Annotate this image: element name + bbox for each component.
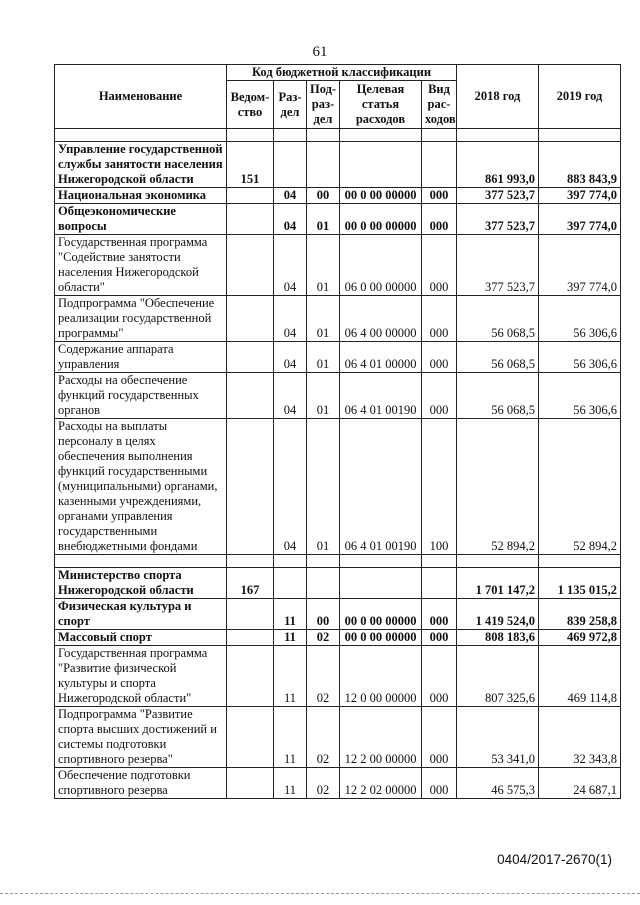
table-row [55, 188, 621, 204]
table-row [55, 342, 621, 373]
cell-name: Общеэкономические вопросы [55, 204, 227, 235]
cell-2018: 46 575,3 [457, 768, 539, 799]
cell-celevaya-statya: 00 0 00 00000 [340, 599, 422, 630]
header-name: Наименование [55, 65, 227, 129]
cell-razdel: 04 [274, 373, 307, 419]
cell-podrazdel: 01 [307, 235, 340, 296]
cell-name: Расходы на обеспечение функций государственных органов [55, 373, 227, 419]
cell-razdel [274, 129, 307, 142]
cell-2019: 56 306,6 [539, 373, 621, 419]
cell-name: Государственная программа "Развитие физической культуры и спорта Нижегородской области" [55, 646, 227, 707]
page-number: 61 [312, 44, 328, 60]
cell-2018: 808 183,6 [457, 630, 539, 646]
cell-2019: 397 774,0 [539, 204, 621, 235]
cell-vedomstvo [227, 646, 274, 707]
cell-vedomstvo [227, 373, 274, 419]
cell-podrazdel: 02 [307, 707, 340, 768]
table-row [55, 707, 621, 768]
cell-celevaya-statya: 00 0 00 00000 [340, 188, 422, 204]
cell-podrazdel [307, 555, 340, 568]
table-row [55, 373, 621, 419]
cell-vedomstvo [227, 188, 274, 204]
cell-razdel: 04 [274, 342, 307, 373]
cell-2018: 377 523,7 [457, 188, 539, 204]
cell-2018: 861 993,0 [457, 142, 539, 188]
cell-razdel [274, 555, 307, 568]
cell-name: Национальная экономика [55, 188, 227, 204]
cell-vid-rashodov [422, 142, 457, 188]
cell-celevaya-statya: 00 0 00 00000 [340, 630, 422, 646]
header-2018: 2018 год [457, 65, 539, 129]
cell-celevaya-statya [340, 142, 422, 188]
cell-podrazdel [307, 568, 340, 599]
cell-celevaya-statya: 06 0 00 00000 [340, 235, 422, 296]
document-code: 0404/2017-2670(1) [497, 852, 612, 867]
cell-2019: 469 972,8 [539, 630, 621, 646]
cell-razdel [274, 568, 307, 599]
cell-razdel: 11 [274, 630, 307, 646]
cell-2018: 56 068,5 [457, 296, 539, 342]
header-vid-rashodov: Вид рас-ходов [422, 81, 457, 129]
cell-celevaya-statya: 00 0 00 00000 [340, 204, 422, 235]
cell-2019: 52 894,2 [539, 419, 621, 555]
table-row [55, 555, 621, 568]
cell-name [55, 129, 227, 142]
cell-razdel: 04 [274, 419, 307, 555]
cell-2019: 56 306,6 [539, 342, 621, 373]
cell-vedomstvo [227, 235, 274, 296]
cell-name: Государственная программа "Содействие занятости населения Нижегородской области" [55, 235, 227, 296]
cell-2018: 56 068,5 [457, 342, 539, 373]
header-razdel: Раз-дел [274, 81, 307, 129]
cell-vid-rashodov: 000 [422, 204, 457, 235]
cell-razdel [274, 142, 307, 188]
cell-celevaya-statya: 06 4 01 00190 [340, 419, 422, 555]
cell-vedomstvo [227, 555, 274, 568]
scan-edge [0, 893, 640, 894]
cell-podrazdel: 01 [307, 419, 340, 555]
cell-name: Содержание аппарата управления [55, 342, 227, 373]
cell-name: Управление государственной службы занятости населения Нижегородской области [55, 142, 227, 188]
cell-2019 [539, 129, 621, 142]
cell-podrazdel: 01 [307, 373, 340, 419]
cell-vid-rashodov: 000 [422, 768, 457, 799]
cell-podrazdel: 02 [307, 768, 340, 799]
cell-vedomstvo [227, 204, 274, 235]
cell-vid-rashodov: 000 [422, 188, 457, 204]
cell-vedomstvo [227, 129, 274, 142]
cell-razdel: 11 [274, 707, 307, 768]
cell-2019: 839 258,8 [539, 599, 621, 630]
cell-name: Массовый спорт [55, 630, 227, 646]
cell-vedomstvo: 151 [227, 142, 274, 188]
cell-name: Обеспечение подготовки спортивного резерва [55, 768, 227, 799]
cell-celevaya-statya [340, 568, 422, 599]
cell-podrazdel [307, 142, 340, 188]
cell-vedomstvo [227, 768, 274, 799]
cell-vedomstvo [227, 707, 274, 768]
cell-vid-rashodov: 100 [422, 419, 457, 555]
cell-podrazdel: 02 [307, 630, 340, 646]
cell-celevaya-statya: 12 2 02 00000 [340, 768, 422, 799]
header-podrazdel: Под-раз-дел [307, 81, 340, 129]
cell-2019: 397 774,0 [539, 235, 621, 296]
cell-vid-rashodov [422, 129, 457, 142]
table-row [55, 599, 621, 630]
cell-vedomstvo [227, 342, 274, 373]
cell-name: Физическая культура и спорт [55, 599, 227, 630]
cell-2019: 56 306,6 [539, 296, 621, 342]
cell-podrazdel: 00 [307, 188, 340, 204]
cell-celevaya-statya [340, 555, 422, 568]
cell-2018: 1 701 147,2 [457, 568, 539, 599]
header-classification-code: Код бюджетной классификации [227, 65, 457, 81]
cell-2018 [457, 555, 539, 568]
cell-2018: 53 341,0 [457, 707, 539, 768]
cell-name: Подпрограмма "Обеспечение реализации государственной программы" [55, 296, 227, 342]
cell-podrazdel: 00 [307, 599, 340, 630]
cell-razdel: 11 [274, 599, 307, 630]
cell-celevaya-statya: 12 2 00 00000 [340, 707, 422, 768]
cell-2018 [457, 129, 539, 142]
cell-razdel: 04 [274, 188, 307, 204]
header-vedomstvo: Ведом-ство [227, 81, 274, 129]
cell-vid-rashodov: 000 [422, 599, 457, 630]
table-row [55, 568, 621, 599]
cell-razdel: 11 [274, 646, 307, 707]
cell-vid-rashodov [422, 555, 457, 568]
table-row [55, 142, 621, 188]
cell-2018: 377 523,7 [457, 235, 539, 296]
cell-razdel: 04 [274, 204, 307, 235]
cell-vedomstvo: 167 [227, 568, 274, 599]
cell-vid-rashodov: 000 [422, 235, 457, 296]
cell-2018: 807 325,6 [457, 646, 539, 707]
cell-name: Подпрограмма "Развитие спорта высших достижений и системы подготовки спортивного резерва" [55, 707, 227, 768]
table-row [55, 419, 621, 555]
table-row [55, 235, 621, 296]
cell-2019 [539, 555, 621, 568]
table-row [55, 129, 621, 142]
budget-table [54, 64, 621, 799]
cell-razdel: 11 [274, 768, 307, 799]
cell-celevaya-statya: 06 4 00 00000 [340, 296, 422, 342]
cell-vid-rashodov: 000 [422, 646, 457, 707]
header-celevaya-statya: Целевая статья расходов [340, 81, 422, 129]
table-row [55, 204, 621, 235]
cell-name: Расходы на выплаты персоналу в целях обеспечения выполнения функций государственными (муниципальными) органами, казенными учреждениями, органами управления государственными внебюджетными фондами [55, 419, 227, 555]
cell-celevaya-statya [340, 129, 422, 142]
cell-2018: 377 523,7 [457, 204, 539, 235]
header-2019: 2019 год [539, 65, 621, 129]
cell-celevaya-statya: 06 4 01 00190 [340, 373, 422, 419]
cell-vedomstvo [227, 296, 274, 342]
cell-celevaya-statya: 06 4 01 00000 [340, 342, 422, 373]
table-body [55, 129, 621, 799]
cell-name: Министерство спорта Нижегородской области [55, 568, 227, 599]
cell-vid-rashodov: 000 [422, 707, 457, 768]
cell-podrazdel: 02 [307, 646, 340, 707]
table-row [55, 768, 621, 799]
cell-vid-rashodov: 000 [422, 630, 457, 646]
cell-vid-rashodov: 000 [422, 342, 457, 373]
cell-razdel: 04 [274, 235, 307, 296]
cell-vid-rashodov: 000 [422, 373, 457, 419]
cell-vedomstvo [227, 599, 274, 630]
cell-name [55, 555, 227, 568]
cell-2019: 24 687,1 [539, 768, 621, 799]
cell-2018: 52 894,2 [457, 419, 539, 555]
cell-celevaya-statya: 12 0 00 00000 [340, 646, 422, 707]
cell-2019: 469 114,8 [539, 646, 621, 707]
cell-podrazdel: 01 [307, 296, 340, 342]
cell-podrazdel [307, 129, 340, 142]
cell-podrazdel: 01 [307, 342, 340, 373]
cell-vid-rashodov [422, 568, 457, 599]
cell-vedomstvo [227, 630, 274, 646]
cell-2018: 56 068,5 [457, 373, 539, 419]
cell-razdel: 04 [274, 296, 307, 342]
cell-vedomstvo [227, 419, 274, 555]
cell-2019: 397 774,0 [539, 188, 621, 204]
cell-2019: 1 135 015,2 [539, 568, 621, 599]
table-row [55, 296, 621, 342]
cell-2019: 883 843,9 [539, 142, 621, 188]
table-row [55, 646, 621, 707]
cell-vid-rashodov: 000 [422, 296, 457, 342]
cell-podrazdel: 01 [307, 204, 340, 235]
table-row [55, 630, 621, 646]
cell-2018: 1 419 524,0 [457, 599, 539, 630]
cell-2019: 32 343,8 [539, 707, 621, 768]
